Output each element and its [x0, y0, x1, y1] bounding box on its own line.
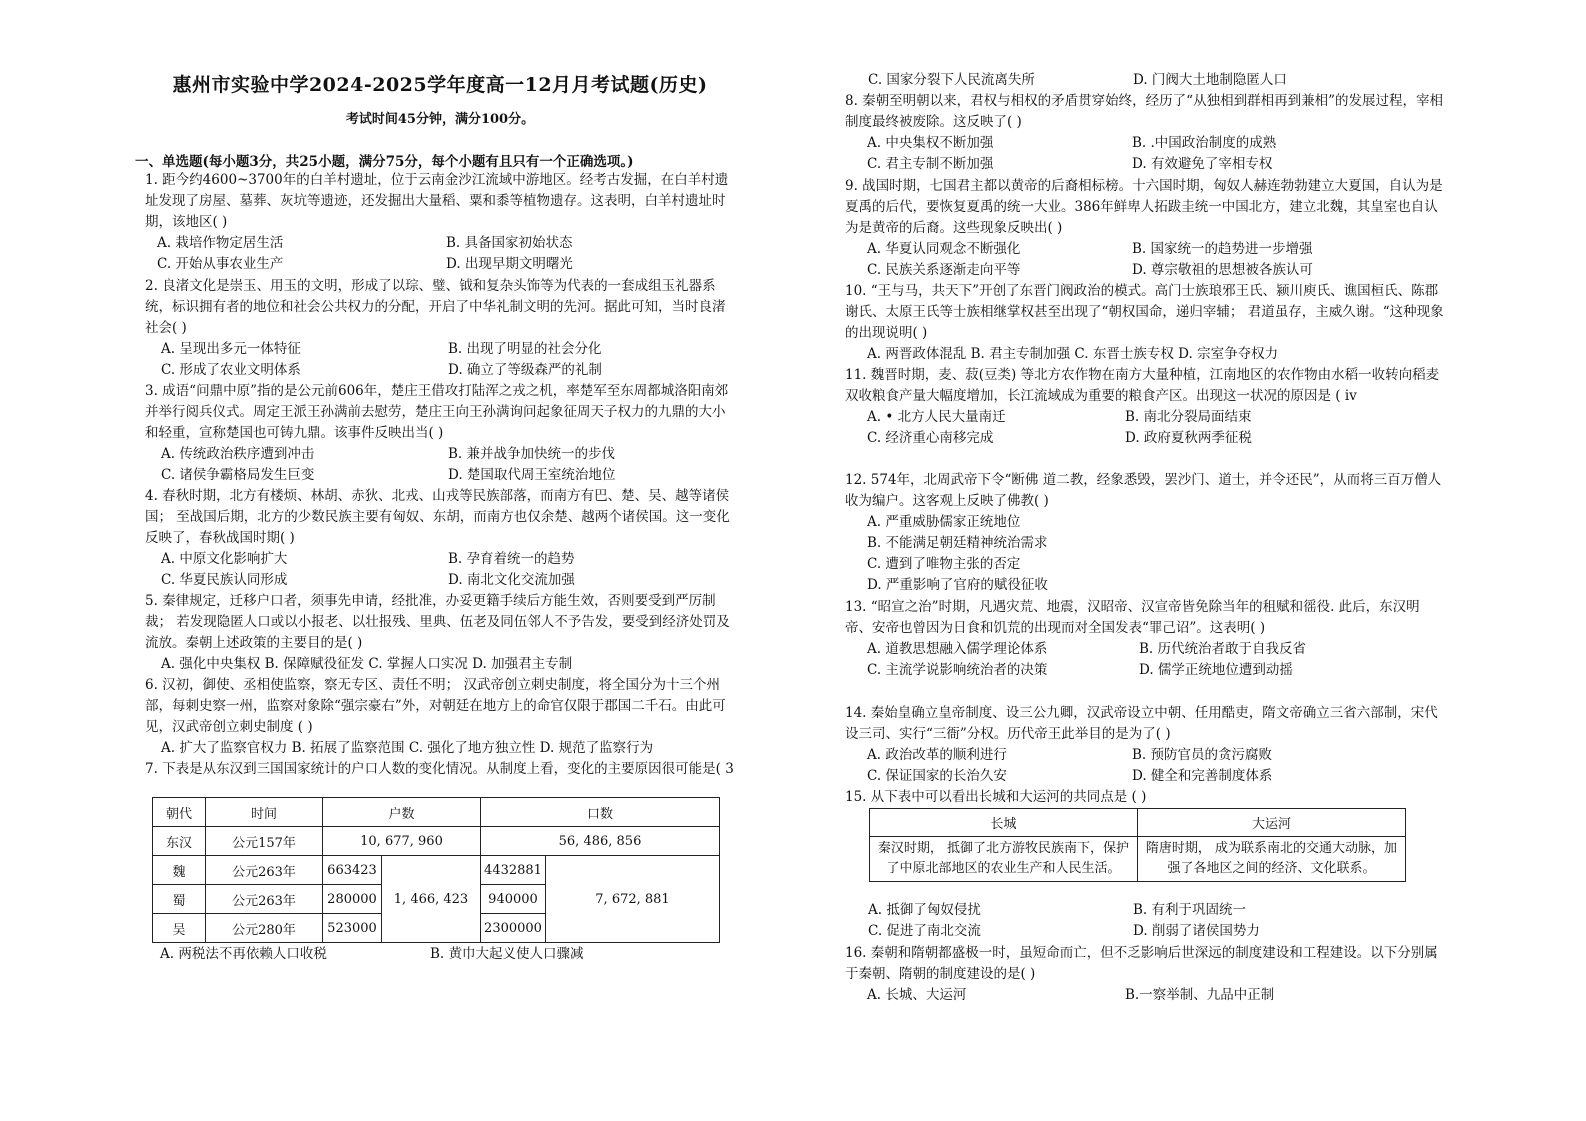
option-a: A. 呈现出多元一体特征: [161, 341, 301, 357]
question-11: [845, 365, 1445, 449]
cell-households: 280000: [323, 885, 382, 914]
question-stem: 11. 魏晋时期，麦、菽(豆类) 等北方农作物在南方大量种植，江南地区的农作物由水稻一收转向稻麦双收粮食产量大幅度增加，长江流域成为重要的粮食产区。出现这一状况的原因是 ( ⅳ: [845, 367, 1440, 404]
option-d: D. 出现早期文明曙光: [446, 256, 573, 272]
header-dynasty: 朝代: [153, 798, 206, 827]
section-heading: 一、单选题(每小题3分，共25小题，满分75分，每个小题有且只有一个正确选项。): [135, 154, 634, 170]
option-a: A. 中央集权不断加强: [867, 135, 994, 151]
option-d: D. 有效避免了宰相专权: [1132, 156, 1273, 172]
cell-grand-canal: 隋唐时期， 成为联系南北的交通大动脉，加强了各地区之间的经济、文化联系。: [1138, 837, 1406, 882]
question-13: [845, 597, 1445, 681]
option-b: B. 出现了明显的社会分化: [448, 341, 602, 357]
option-a: A. 传统政治秩序遭到冲击: [161, 446, 315, 462]
question-stem: 5. 秦律规定，迁移户口者，须事先申请，经批准，办妥更籍手续后方能生效，否则要受到严厉制裁； 若发现隐匿人口或以小报老、以壮报残、里典、伍老及同伍邻人不予告发，要受到经济处罚及流放。秦朝上述政策的主要目的是( ): [145, 593, 730, 651]
option-c: C. 开始从事农业生产: [157, 256, 284, 272]
option-c: C. 经济重心南移完成: [867, 430, 994, 446]
option-b: B. 南北分裂局面结束: [1125, 409, 1252, 425]
question-2: [145, 276, 735, 381]
option-d: D. 南北文化交流加强: [448, 572, 575, 588]
option-c: C. 主流学说影响统治者的决策: [867, 662, 1048, 678]
option-c: C. 形成了农业文明体系: [161, 362, 301, 378]
option-d: D. 政府夏秋两季征税: [1125, 430, 1252, 446]
option-d: D. 严重影响了官府的赋役征收: [867, 577, 1048, 593]
option-b: B. 不能满足朝廷精神统治需求: [867, 535, 1048, 551]
cell-dynasty: 东汉: [153, 827, 206, 856]
cell-time: 公元157年: [206, 827, 323, 856]
header-great-wall: 长城: [870, 809, 1138, 837]
cell-time: 公元280年: [206, 914, 323, 943]
question-12: [845, 470, 1445, 596]
question-stem: 8. 秦朝至明朝以来，君权与相权的矛盾贯穿始终，经历了“从独相到群相再到兼相”的发展过程，宰相制度最终被废除。这反映了( ): [845, 93, 1443, 130]
population-table: [152, 797, 720, 943]
question-stem: 10. “王与马，共天下”开创了东晋门阀政治的模式。高门士族琅邪王氏、颍川庾氏、谯国桓氏、陈郡谢氏、太原王氏等士族相继掌权甚至出现了“朝权国命，递归宰辅； 君道虽存，主威久谢。“这种现象的出现说明( ): [845, 283, 1444, 341]
question-9: [845, 176, 1445, 281]
header-grand-canal: 大运河: [1138, 809, 1406, 837]
question-1: [145, 170, 735, 275]
option-b: B. 历代统治者敢于自我反省: [1139, 641, 1307, 657]
question-4: [145, 486, 735, 591]
cell-population-total: 7, 672, 881: [546, 856, 720, 943]
option-c: C. 华夏民族认同形成: [161, 572, 288, 588]
question-8: [845, 91, 1445, 175]
cell-great-wall: 秦汉时期， 抵御了北方游牧民族南下，保护了中原北部地区的农业生产和人民生活。: [870, 837, 1138, 882]
header-time: 时间: [206, 798, 323, 827]
option-a: A. 长城、大运河: [867, 987, 967, 1003]
question-stem: 1. 距今约4600~3700年的白羊村遗址，位于云南金沙江流域中游地区。经考古发掘，在白羊村遗址发现了房屋、墓葬、灰坑等遗迹，还发掘出大量稻、粟和黍等植物遗存。这表明，白羊村遗址时期，该地区( ): [145, 172, 729, 230]
option-d: D. 确立了等级森严的礼制: [448, 362, 602, 378]
option-d: D. 门阀大土地制隐匿人口: [1133, 72, 1287, 88]
question-stem: 13. “昭宣之治”时期，凡遇灾荒、地震，汉昭帝、汉宣帝皆免除当年的租赋和徭役. 此后，东汉明帝、安帝也曾因为日食和饥荒的出现而对全国发表“罪己诏”。这表明( ): [845, 599, 1420, 636]
option-b: B. 兼并战争加快统一的步伐: [448, 446, 616, 462]
option-b: B. 黄巾大起义使人口骤减: [430, 946, 584, 962]
option-d: D. 健全和完善制度体系: [1132, 768, 1273, 784]
table-row: [870, 837, 1406, 882]
table-header-row: [870, 809, 1406, 837]
option-c: C. 促进了南北交流: [868, 923, 981, 939]
question-stem: 14. 秦始皇确立皇帝制度、设三公九卿，汉武帝设立中朝、任用酷吏，隋文帝确立三省六部制，宋代设三司、实行“三衙”分权。历代帝王此举目的是为了( ): [845, 705, 1438, 742]
question-15: [845, 787, 1445, 808]
question-7-options: [160, 944, 740, 965]
cell-population: 940000: [481, 885, 546, 914]
question-stem: 4. 春秋时期，北方有楼烦、林胡、赤狄、北戎、山戎等民族部落，而南方有巴、楚、吴、越等诸侯国； 至战国后期，北方的少数民族主要有匈奴、东胡，而南方也仅余楚、越两个诸侯国。这一变化反映了，春秋战国时期( ): [145, 488, 730, 546]
cell-dynasty: 魏: [153, 856, 206, 885]
question-14: [845, 703, 1445, 787]
table-row: [153, 856, 720, 885]
option-a: A. • 北方人民大量南迁: [867, 409, 1006, 425]
cell-households: 663423: [323, 856, 382, 885]
option-d: D. 削弱了诸侯国势力: [1133, 923, 1260, 939]
question-stem: 6. 汉初，御使、丞相使监察，察无专区、责任不明； 汉武帝创立刺史制度，将全国分为十三个州部，每刺史察一州，监察对象除“强宗豪右”外，对朝廷在地方上的命官仅限于郡国二千石。由此可见，汉武帝创立刺史制度 ( ): [145, 677, 726, 735]
table-row: [153, 827, 720, 856]
option-b: B. 具备国家初始状态: [446, 235, 573, 251]
options-inline: A. 扩大了监察官权力 B. 拓展了监察范围 C. 强化了地方独立性 D. 规范了监察行为: [161, 740, 654, 756]
option-b: B. .中国政治制度的成熟: [1132, 135, 1277, 151]
cell-time: 公元263年: [206, 856, 323, 885]
question-15-options: [868, 900, 1448, 942]
cell-time: 公元263年: [206, 885, 323, 914]
option-d: D. 楚国取代周王室统治地位: [448, 467, 616, 483]
option-c: C. 君主专制不断加强: [867, 156, 994, 172]
option-c: C. 遭到了唯物主张的否定: [867, 556, 1021, 572]
question-stem: 16. 秦朝和隋朝都盛极一时，虽短命而亡，但不乏影响后世深远的制度建设和工程建设。以下分别属于秦朝、隋朝的制度建设的是( ): [845, 945, 1438, 982]
cell-population: 4432881: [481, 856, 546, 885]
question-7-options-cont: [868, 70, 1448, 91]
option-b: B. 孕育着统一的趋势: [448, 551, 575, 567]
cell-dynasty: 蜀: [153, 885, 206, 914]
option-b: B. 预防官员的贪污腐败: [1132, 747, 1273, 763]
option-a: A. 道教思想融入儒学理论体系: [867, 641, 1048, 657]
option-c: C. 保证国家的长治久安: [867, 768, 1007, 784]
question-3: [145, 381, 735, 486]
question-stem: 3. 成语“问鼎中原”指的是公元前606年，楚庄王借攻打陆浑之戎之机，率楚军至东周都城洛阳南郊并举行阅兵仪式。周定王派王孙满前去慰劳，楚庄王向王孙满询问起象征周天子权力的九鼎的大小和轻重，宣称楚国也可铸九鼎。该事件反映出当( ): [145, 383, 729, 441]
option-b: B.一察举制、九品中正制: [1125, 987, 1275, 1003]
cell-population: 2300000: [481, 914, 546, 943]
cell-population: 56, 486, 856: [481, 827, 720, 856]
option-a: A. 抵御了匈奴侵扰: [868, 902, 981, 918]
question-stem: 9. 战国时期，七国君主都以黄帝的后裔相标榜。十六国时期，匈奴人赫连勃勃建立大夏国，自认为是夏禹的后代，要恢复夏禹的统一大业。386年鲜卑人拓跋圭统一中国北方，建立北魏，其皇室也自认为是黄帝的后裔。这些现象反映出( ): [845, 178, 1443, 236]
question-10: [845, 281, 1445, 365]
question-7: [145, 759, 735, 780]
option-a: A. 政治改革的顺利进行: [867, 747, 1007, 763]
page-title: 惠州市实验中学2024-2025学年度高一12月月考试题(历史): [172, 74, 708, 96]
option-d: D. 儒学正统地位遭到动摇: [1139, 662, 1293, 678]
options-inline: A. 两晋政体混乱 B. 君主专制加强 C. 东晋士族专权 D. 宗室争夺权力: [867, 346, 1279, 362]
option-c: C. 诸侯争霸格局发生巨变: [161, 467, 315, 483]
cell-dynasty: 吴: [153, 914, 206, 943]
question-stem: 7. 下表是从东汉到三国国家统计的户口人数的变化情况。从制度上看，变化的主要原因很可能是( 3: [145, 761, 734, 777]
header-population: 口数: [481, 798, 720, 827]
cell-households: 523000: [323, 914, 382, 943]
cell-households: 10, 677, 960: [323, 827, 481, 856]
option-a: A. 严重威胁儒家正统地位: [867, 514, 1021, 530]
option-c: C. 民族关系逐渐走向平等: [867, 262, 1021, 278]
option-a: A. 中原文化影响扩大: [161, 551, 288, 567]
option-a: A. 华夏认同观念不断强化: [867, 241, 1021, 257]
question-16: [845, 943, 1445, 1006]
question-stem: 12. 574年，北周武帝下令“断佛 道二教，经象悉毁，罢沙门、道士，并令还民”，从而将三百万僧人收为编户。这客观上反映了佛教( ): [845, 472, 1442, 509]
option-c: C. 国家分裂下人民流离失所: [868, 72, 1035, 88]
option-b: B. 国家统一的趋势进一步增强: [1132, 241, 1313, 257]
header-households: 户数: [323, 798, 481, 827]
cell-households-total: 1, 466, 423: [382, 856, 481, 943]
option-a: A. 栽培作物定居生活: [157, 235, 284, 251]
question-stem: 15. 从下表中可以看出长城和大运河的共同点是 ( ): [845, 789, 1147, 805]
exam-info: 考试时间45分钟，满分100分。: [345, 112, 535, 127]
options-inline: A. 强化中央集权 B. 保障赋役征发 C. 掌握人口实况 D. 加强君主专制: [161, 656, 573, 672]
option-a: A. 两税法不再依赖人口收税: [160, 946, 327, 962]
option-d: D. 尊宗敬祖的思想被各族认可: [1132, 262, 1313, 278]
comparison-table: [869, 808, 1406, 882]
question-5: [145, 591, 735, 675]
option-b: B. 有利于巩固统一: [1133, 902, 1247, 918]
question-6: [145, 675, 735, 759]
question-stem: 2. 良渚文化是崇玉、用玉的文明，形成了以琮、璧、钺和复杂头饰等为代表的一套成组玉礼器系统，标识拥有者的地位和社会公共权力的分配，开启了中华礼制文明的先河。据此可知，当时良渚社会( ): [145, 278, 726, 336]
table-header-row: [153, 798, 720, 827]
